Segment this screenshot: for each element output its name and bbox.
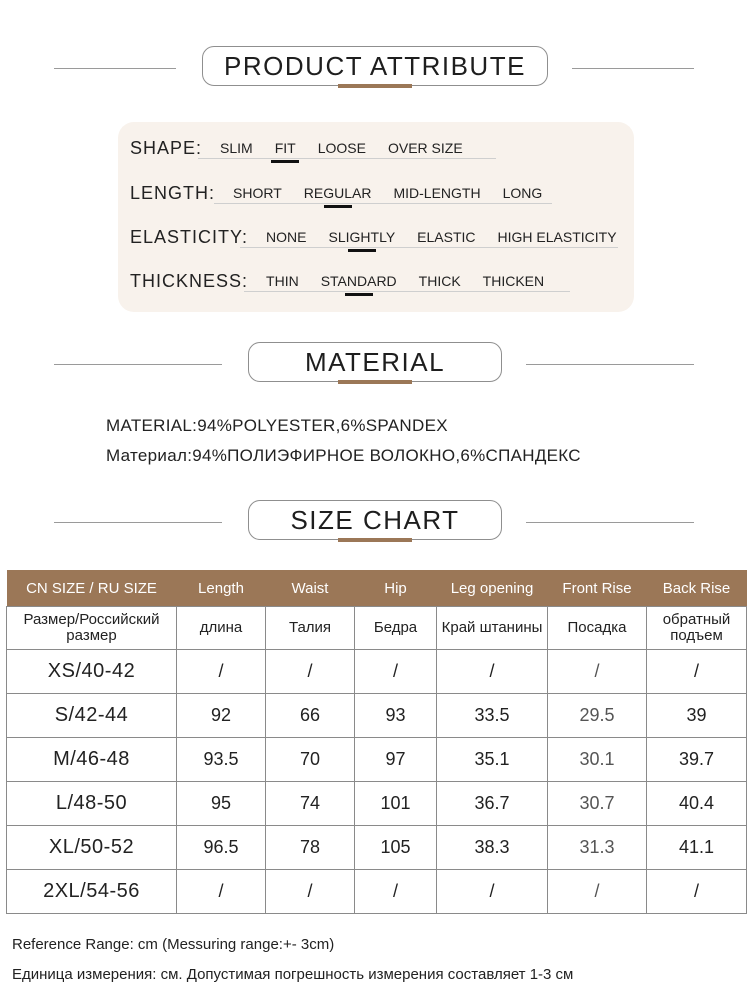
table-cell: 36.7 (437, 782, 548, 826)
table-row (7, 738, 747, 782)
table-cell: 92 (177, 694, 266, 738)
attribute-option: HIGH ELASTICITY (497, 229, 617, 245)
table-cell: / (177, 870, 266, 914)
material-en-label: MATERIAL: (106, 416, 198, 435)
column-header-length: Length (177, 570, 266, 607)
table-row (7, 782, 747, 826)
attribute-option: SHORT (233, 185, 282, 201)
attribute-option: LONG (502, 185, 543, 201)
material-en (106, 416, 448, 436)
attribute-option: MID-LENGTH (393, 185, 481, 201)
material-ru-label: Материал: (106, 446, 193, 465)
section-title-material: MATERIAL (248, 342, 502, 382)
table-cell: 78 (266, 826, 355, 870)
attribute-label: SHAPE: (130, 137, 203, 158)
divider-left (54, 522, 222, 523)
table-cell: 39.7 (647, 738, 747, 782)
table-cell: 74 (266, 782, 355, 826)
table-cell: / (355, 870, 437, 914)
section-header-size-chart (0, 500, 750, 550)
table-cell: 93.5 (177, 738, 266, 782)
column-header-ru-leg-opening: Край штанины (437, 607, 548, 650)
table-cell: 40.4 (647, 782, 747, 826)
attribute-option: THIN (266, 273, 299, 289)
column-header-ru-size: Размер/Российский размер (7, 607, 177, 650)
table-cell: 30.1 (548, 738, 647, 782)
attribute-underline (198, 158, 496, 159)
header-row-ru (7, 607, 747, 650)
size-cell: S/42-44 (7, 694, 177, 738)
table-cell: 105 (355, 826, 437, 870)
divider-right (572, 68, 694, 69)
divider-left (54, 68, 176, 69)
table-cell: 35.1 (437, 738, 548, 782)
attribute-option: LOOSE (317, 140, 366, 156)
size-cell: 2XL/54-56 (7, 870, 177, 914)
size-cell: XS/40-42 (7, 650, 177, 694)
attribute-option: OVER SIZE (387, 140, 463, 156)
table-cell: 95 (177, 782, 266, 826)
table-cell: 31.3 (548, 826, 647, 870)
attribute-option: SLIM (220, 140, 253, 156)
table-cell: 41.1 (647, 826, 747, 870)
attribute-underline (244, 291, 570, 292)
material-ru-value: 94%ПОЛИЭФИРНОЕ ВОЛОКНО,6%СПАНДЕКС (192, 446, 581, 465)
table-cell: 93 (355, 694, 437, 738)
table-cell: 96.5 (177, 826, 266, 870)
table-cell: 70 (266, 738, 355, 782)
column-header-ru-front-rise: Посадка (548, 607, 647, 650)
attribute-option: ELASTIC (417, 229, 476, 245)
attribute-underline (240, 247, 618, 248)
table-cell: 33.5 (437, 694, 548, 738)
section-header-material (0, 342, 750, 392)
column-header-ru-hip: Бедра (355, 607, 437, 650)
table-cell: / (548, 650, 647, 694)
title-accent-bar (338, 380, 412, 384)
column-header-ru-length: длина (177, 607, 266, 650)
column-header-back-rise: Back Rise (647, 570, 747, 607)
section-header-attributes (0, 46, 750, 96)
table-cell: 66 (266, 694, 355, 738)
table-cell: / (266, 870, 355, 914)
material-ru (106, 446, 581, 466)
table-cell: 101 (355, 782, 437, 826)
size-chart-table (6, 570, 747, 914)
attribute-option-selected: SLIGHTLY (328, 229, 396, 245)
table-cell: / (437, 870, 548, 914)
attribute-option-selected: REGULAR (303, 185, 372, 201)
column-header-ru-back-rise: обратный подъем (647, 607, 747, 650)
table-row (7, 650, 747, 694)
table-cell: / (647, 870, 747, 914)
size-cell: L/48-50 (7, 782, 177, 826)
size-cell: M/46-48 (7, 738, 177, 782)
divider-left (54, 364, 222, 365)
material-en-value: 94%POLYESTER,6%SPANDEX (197, 416, 448, 435)
header-row (7, 570, 747, 607)
attribute-option: THICK (418, 273, 461, 289)
divider-right (526, 522, 694, 523)
column-header-leg-opening: Leg opening (437, 570, 548, 607)
table-cell: / (177, 650, 266, 694)
column-header-waist: Waist (266, 570, 355, 607)
attribute-option: NONE (266, 229, 307, 245)
table-cell: / (266, 650, 355, 694)
column-header-front-rise: Front Rise (548, 570, 647, 607)
title-accent-bar (338, 84, 412, 88)
footer-note-en: Reference Range: cm (Messuring range:+- 3cm) (12, 936, 335, 953)
table-cell: 29.5 (548, 694, 647, 738)
attribute-label: ELASTICITY: (130, 226, 249, 247)
section-title-size-chart: SIZE CHART (248, 500, 502, 540)
attribute-option: THICKEN (482, 273, 545, 289)
attribute-label: THICKNESS: (130, 270, 249, 291)
section-title-attributes: PRODUCT ATTRIBUTE (202, 46, 548, 86)
table-row (7, 694, 747, 738)
table-cell: 97 (355, 738, 437, 782)
table-cell: 38.3 (437, 826, 548, 870)
divider-right (526, 364, 694, 365)
size-cell: XL/50-52 (7, 826, 177, 870)
attribute-underline (214, 203, 552, 204)
table-cell: 39 (647, 694, 747, 738)
attribute-label: LENGTH: (130, 182, 216, 203)
table-cell: / (647, 650, 747, 694)
attribute-option-selected: STANDARD (320, 273, 397, 289)
column-header-hip: Hip (355, 570, 437, 607)
table-row (7, 826, 747, 870)
table-cell: 30.7 (548, 782, 647, 826)
title-accent-bar (338, 538, 412, 542)
table-cell: / (437, 650, 548, 694)
column-header-ru-waist: Талия (266, 607, 355, 650)
table-row (7, 870, 747, 914)
table-cell: / (355, 650, 437, 694)
footer-note-ru: Единица измерения: см. Допустимая погрешность измерения составляет 1-3 см (12, 966, 574, 983)
attribute-option-selected: FIT (274, 140, 296, 156)
column-header-size: CN SIZE / RU SIZE (7, 570, 177, 607)
table-cell: / (548, 870, 647, 914)
